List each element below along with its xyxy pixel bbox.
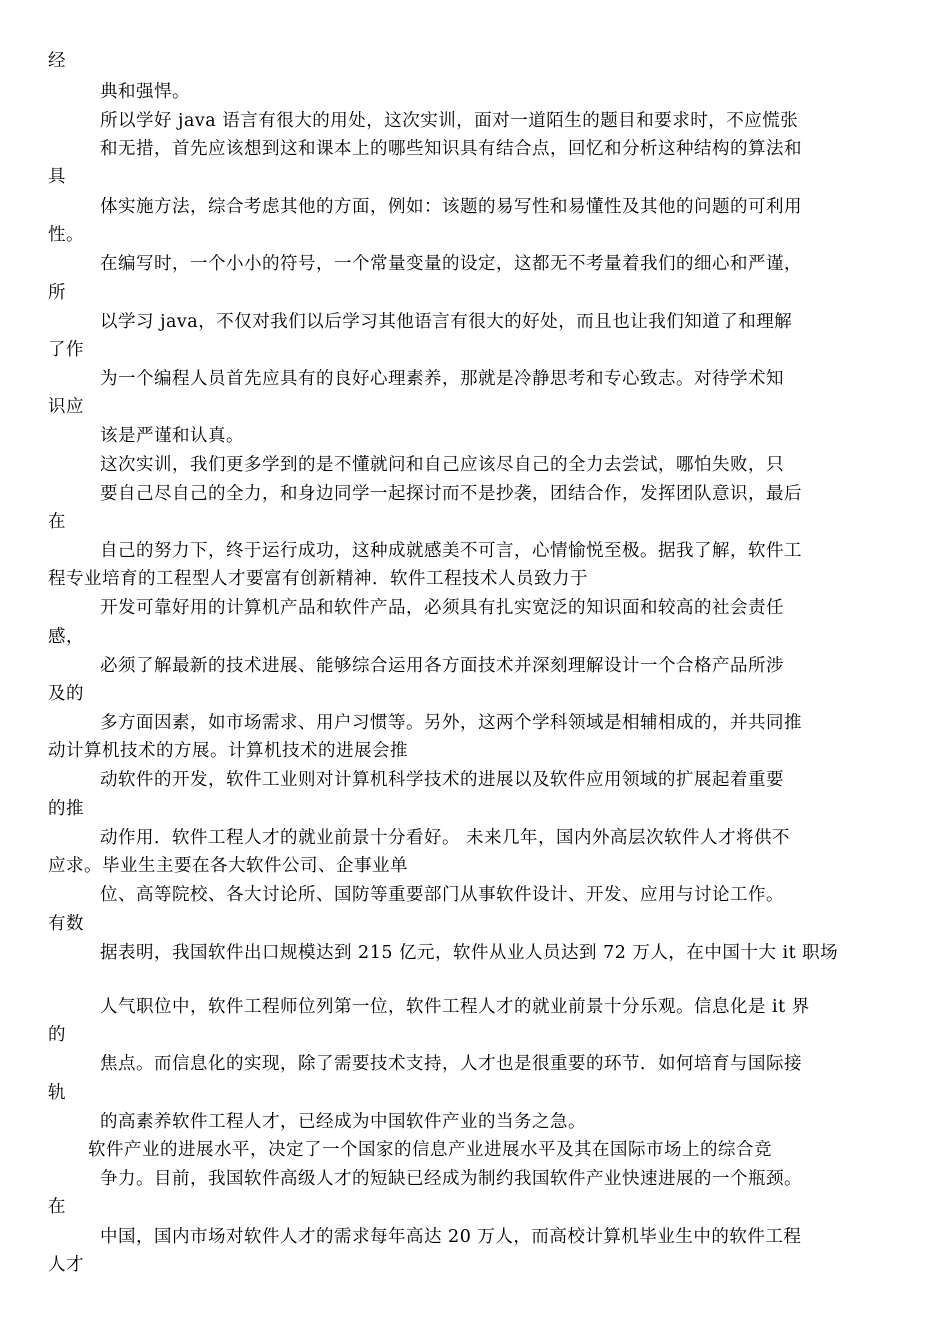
- text-line: 的: [48, 1025, 66, 1045]
- text-line: 所: [48, 283, 66, 303]
- text-line: 该是严谨和认真。: [100, 426, 244, 446]
- text-line: 有数: [48, 914, 84, 934]
- text-line: 了作: [48, 340, 84, 360]
- text-line: 要自己尽自己的全力，和身边同学一起探讨而不是抄袭，团结合作，发挥团队意识，最后: [100, 484, 802, 504]
- text-line: 典和强悍。: [100, 82, 190, 102]
- text-line: 中国，国内市场对软件人才的需求每年高达 20 万人，而高校计算机毕业生中的软件工程: [100, 1227, 802, 1247]
- text-line: 人才: [48, 1255, 84, 1275]
- text-line: 及的: [48, 684, 84, 704]
- text-line: 的高素养软件工程人才，已经成为中国软件产业的当务之急。: [100, 1112, 586, 1132]
- text-line: 动计算机技术的方展。计算机技术的进展会推: [48, 741, 408, 761]
- text-line: 性。: [48, 225, 84, 245]
- text-line: 动软件的开发，软件工业则对计算机科学技术的进展以及软件应用领域的扩展起着重要: [100, 770, 784, 790]
- text-line: 感，: [48, 627, 84, 647]
- text-line: 体实施方法，综合考虑其他的方面，例如：该题的易写性和易懂性及其他的问题的可利用: [100, 197, 802, 217]
- text-line: 在: [48, 1197, 66, 1217]
- text-line: 焦点。而信息化的实现，除了需要技术支持，人才也是很重要的环节．如何培育与国际接: [100, 1054, 802, 1074]
- text-line: 这次实训，我们更多学到的是不懂就问和自己应该尽自己的全力去尝试，哪怕失败，只: [100, 455, 784, 475]
- text-line: 以学习 java，不仅对我们以后学习其他语言有很大的好处，而且也让我们知道了和理解: [100, 312, 793, 332]
- text-line: 动作用．软件工程人才的就业前景十分看好。 未来几年，国内外高层次软件人才将供不: [100, 828, 791, 848]
- text-line: 自己的努力下，终于运行成功，这种成就感美不可言，心情愉悦至极。据我了解，软件工: [100, 541, 802, 561]
- text-line: 多方面因素，如市场需求、用户习惯等。另外，这两个学科领域是相辅相成的，并共同推: [100, 713, 802, 733]
- text-line: 开发可靠好用的计算机产品和软件产品，必须具有扎实宽泛的知识面和较高的社会责任: [100, 598, 784, 618]
- text-line: 为一个编程人员首先应具有的良好心理素养，那就是冷静思考和专心致志。对待学术知: [100, 369, 784, 389]
- text-line: 轨: [48, 1083, 66, 1103]
- text-line: 和无措，首先应该想到这和课本上的哪些知识具有结合点，回忆和分析这种结构的算法和: [100, 139, 802, 159]
- text-line: 在: [48, 512, 66, 532]
- text-line: 经: [48, 51, 66, 71]
- text-line: 位、高等院校、各大讨论所、国防等重要部门从事软件设计、开发、应用与讨论工作。: [100, 885, 784, 905]
- text-line: 在编写时，一个小小的符号，一个常量变量的设定，这都无不考量着我们的细心和严谨，: [100, 254, 802, 274]
- text-line: 所以学好 java 语言有很大的用处，这次实训，面对一道陌生的题目和要求时，不应慌张: [100, 111, 799, 131]
- text-line: 软件产业的进展水平，决定了一个国家的信息产业进展水平及其在国际市场上的综合竞: [88, 1140, 772, 1160]
- text-line: 应求。毕业生主要在各大软件公司、企事业单: [48, 856, 408, 876]
- text-line: 程专业培育的工程型人才要富有创新精神．软件工程技术人员致力于: [48, 569, 588, 589]
- text-line: 必须了解最新的技术进展、能够综合运用各方面技术并深刻理解设计一个合格产品所涉: [100, 656, 784, 676]
- text-line: 识应: [48, 397, 84, 417]
- text-line: 争力。目前，我国软件高级人才的短缺已经成为制约我国软件产业快速进展的一个瓶颈。: [100, 1169, 802, 1189]
- text-line: 人气职位中，软件工程师位列第一位，软件工程人才的就业前景十分乐观。信息化是 it 界: [100, 997, 810, 1017]
- text-line: 具: [48, 167, 66, 187]
- text-line: 据表明，我国软件出口规模达到 215 亿元，软件从业人员达到 72 万人，在中国十大 it 职场: [100, 943, 839, 963]
- text-line: 的推: [48, 799, 84, 819]
